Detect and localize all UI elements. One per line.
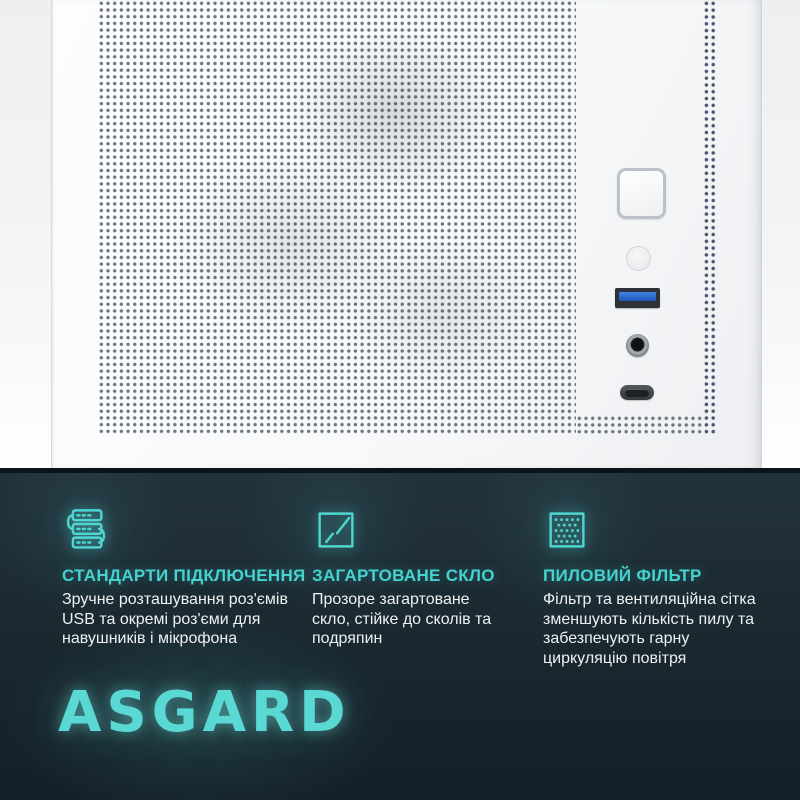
feature-card-filter [543,506,793,668]
perforation-divider-column [703,0,716,434]
io-panel [592,0,702,434]
perforation-mesh [98,0,576,434]
feature-card-connection [62,506,312,649]
feature-description [312,590,542,649]
dust-filter-icon [543,506,591,554]
feature-card-glass [312,506,542,649]
brand-logo: ASGARD [58,680,351,745]
feature-description-line: скло, стійке до сколів та [312,610,492,628]
power-button-icon [617,168,666,219]
feature-description-line: подряпин [312,630,383,647]
feature-title: ЗАГАРТОВАНЕ СКЛО [312,566,495,585]
feature-description-line: забезпечують гарну [543,630,690,647]
feature-description-line: Зручне розташування роз'ємів [62,591,288,608]
connection-ports-icon [62,506,110,554]
feature-description-line: зменшують кількість пилу та [543,610,754,628]
audio-jack-icon [626,334,649,357]
feature-description-line: USB та окремі роз'єми для [62,610,261,628]
pc-case-front-panel [51,0,762,468]
tempered-glass-icon [312,506,360,554]
feature-description-line: циркуляцію повітря [543,649,687,667]
usb-a-port-icon [615,288,660,308]
usb-c-connector-slot [625,389,649,397]
feature-description-line: навушників і мікрофона [62,630,238,647]
feature-description-line: Прозоре загартоване [312,591,470,608]
usb-c-port-icon [620,385,654,400]
feature-description-line: Фільтр та вентиляційна сітка [543,591,756,608]
feature-title: СТАНДАРТИ ПІДКЛЮЧЕННЯ [62,566,306,585]
feature-description [62,590,312,649]
reset-button-icon [626,246,651,271]
usb-a-connector-tab [619,292,656,301]
features-section [0,468,800,800]
feature-description [543,590,793,668]
feature-title: ПИЛОВИЙ ФІЛЬТР [543,566,702,585]
